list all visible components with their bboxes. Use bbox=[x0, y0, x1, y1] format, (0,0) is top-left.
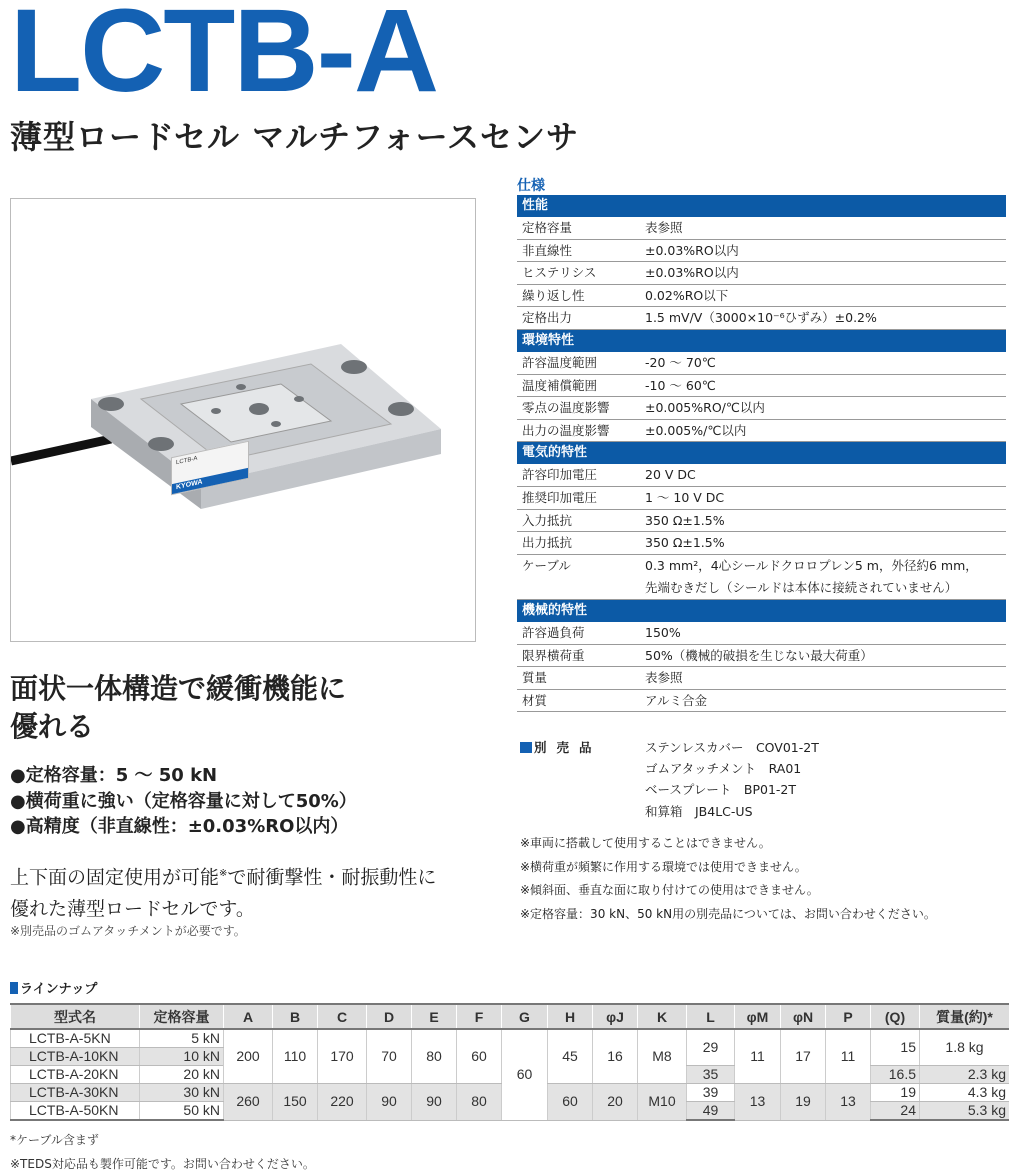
table-cell: 260 bbox=[224, 1084, 273, 1121]
column-header: K bbox=[638, 1004, 687, 1029]
spec-row bbox=[517, 240, 1006, 263]
table-cell: 60 bbox=[457, 1029, 502, 1084]
lineup-heading: ラインナップ bbox=[20, 982, 98, 997]
table-cell: 19 bbox=[781, 1084, 826, 1121]
spec-table bbox=[517, 175, 1006, 712]
table-cell: 220 bbox=[318, 1084, 367, 1121]
product-photo bbox=[10, 198, 476, 642]
spec-key: 材質 bbox=[522, 692, 548, 708]
table-cell: 11 bbox=[826, 1029, 871, 1084]
feature-bullets bbox=[10, 763, 357, 840]
rated-capacity: 50 kN bbox=[140, 1102, 224, 1121]
spec-row bbox=[517, 307, 1006, 330]
spec-value: 1.5 mV/V（3000×10⁻⁶ひずみ）±0.2% bbox=[645, 310, 877, 326]
table-cell: M10 bbox=[638, 1084, 687, 1121]
spec-section-header: 機械的特性 bbox=[517, 600, 1006, 622]
rated-capacity: 30 kN bbox=[140, 1084, 224, 1102]
column-header: H bbox=[548, 1004, 593, 1029]
spec-row bbox=[517, 375, 1006, 398]
load-cell-image bbox=[11, 199, 475, 641]
spec-value: 先端むきだし（シールドは本体に接続されていません） bbox=[645, 580, 958, 596]
spec-value: 350 Ω±1.5% bbox=[645, 512, 725, 528]
note: ※横荷重が頻繁に作用する環境では使用できません。 bbox=[520, 859, 807, 874]
spec-value: ±0.005%RO/℃以内 bbox=[645, 400, 765, 416]
table-cell: 90 bbox=[412, 1084, 457, 1121]
spec-row bbox=[517, 217, 1006, 240]
column-header: 定格容量 bbox=[140, 1004, 224, 1029]
note: *ケーブル含まず bbox=[10, 1133, 99, 1147]
model-name: LCTB-A-10KN bbox=[11, 1048, 140, 1066]
table-cell: 20 bbox=[593, 1084, 638, 1121]
spec-value: -10 ～ 60℃ bbox=[645, 377, 716, 393]
model-name: LCTB-A-30KN bbox=[11, 1084, 140, 1102]
table-cell: 17 bbox=[781, 1029, 826, 1084]
spec-key bbox=[517, 577, 645, 599]
column-header: L bbox=[687, 1004, 735, 1029]
usage-notes bbox=[520, 832, 936, 926]
table-cell: 60 bbox=[548, 1084, 593, 1121]
model-name: LCTB-A-5KN bbox=[11, 1029, 140, 1048]
table-cell: 16.5 bbox=[871, 1066, 920, 1084]
spec-row bbox=[517, 577, 1006, 600]
spec-key: 出力の温度影響 bbox=[522, 422, 610, 438]
spec-row bbox=[517, 420, 1006, 443]
spec-value: ±0.03%RO以内 bbox=[645, 242, 739, 258]
table-cell: 170 bbox=[318, 1029, 367, 1084]
spec-value: ±0.03%RO以内 bbox=[645, 265, 739, 281]
desc-text: 上下面の固定使用が可能 bbox=[10, 866, 220, 889]
spec-value: 150% bbox=[645, 624, 681, 640]
spec-key: 入力抵抗 bbox=[522, 512, 573, 528]
spec-key: ヒステリシス bbox=[522, 265, 597, 281]
square-bullet-icon bbox=[520, 742, 532, 753]
spec-value: 0.3 mm²，4心シールドクロロプレン5 m，外径約6 mm， bbox=[645, 557, 978, 573]
mass: 1.8 kg bbox=[920, 1029, 1010, 1066]
option-item: ゴムアタッチメント RA01 bbox=[645, 761, 802, 776]
rated-capacity: 20 kN bbox=[140, 1066, 224, 1084]
table-cell: 16 bbox=[593, 1029, 638, 1084]
note: ※車両に搭載して使用することはできません。 bbox=[520, 836, 771, 850]
option-item: ステンレスカバー COV01-2T bbox=[645, 740, 819, 755]
column-header: E bbox=[412, 1004, 457, 1029]
spec-value: 0.02%RO以下 bbox=[645, 287, 729, 303]
description-note: ※別売品のゴムアタッチメントが必要です。 bbox=[10, 924, 246, 938]
product-subtitle: 薄型ロードセル マルチフォースセンサ bbox=[10, 118, 579, 156]
spec-value: 1 ～ 10 V DC bbox=[645, 489, 725, 505]
rated-capacity: 10 kN bbox=[140, 1048, 224, 1066]
spec-row bbox=[517, 690, 1006, 713]
table-cell: 11 bbox=[735, 1029, 781, 1084]
spec-row bbox=[517, 262, 1006, 285]
spec-section-header: 電気的特性 bbox=[517, 442, 1006, 464]
product-label-model: LCTB-A bbox=[176, 455, 198, 467]
column-header: (Q) bbox=[871, 1004, 920, 1029]
column-header: B bbox=[273, 1004, 318, 1029]
table-cell: 150 bbox=[273, 1084, 318, 1121]
headline-line: 優れる bbox=[10, 710, 95, 743]
table-cell: 110 bbox=[273, 1029, 318, 1084]
table-cell: 80 bbox=[412, 1029, 457, 1084]
spec-value: アルミ合金 bbox=[645, 692, 708, 708]
spec-key: 零点の温度影響 bbox=[522, 400, 610, 416]
spec-value: 350 Ω±1.5% bbox=[645, 535, 725, 551]
column-header: 質量(約)* bbox=[920, 1004, 1010, 1029]
note: ※傾斜面、垂直な面に取り付けての使用はできません。 bbox=[520, 883, 819, 897]
column-header: D bbox=[367, 1004, 412, 1029]
feature-headline bbox=[10, 670, 346, 746]
spec-row bbox=[517, 667, 1006, 690]
spec-row bbox=[517, 352, 1006, 375]
desc-text: 優れた薄型ロードセルです。 bbox=[10, 898, 255, 921]
spec-row bbox=[517, 464, 1006, 487]
feature-description bbox=[10, 858, 436, 925]
note: ※TEDS対応品も製作可能です。お問い合わせください。 bbox=[10, 1157, 315, 1171]
spec-row bbox=[517, 397, 1006, 420]
rated-capacity: 5 kN bbox=[140, 1029, 224, 1048]
spec-section-header: 環境特性 bbox=[517, 330, 1006, 352]
spec-value: 50%（機械的破損を生じない最大荷重） bbox=[645, 647, 873, 663]
mass: 2.3 kg bbox=[920, 1066, 1010, 1084]
spec-value: 20 V DC bbox=[645, 467, 696, 483]
options-label: 別売品 bbox=[534, 740, 602, 755]
spec-value: ±0.005%/℃以内 bbox=[645, 422, 747, 438]
spec-section-header: 性能 bbox=[517, 195, 1006, 217]
spec-value: 表参照 bbox=[645, 670, 683, 686]
table-cell: 24 bbox=[871, 1102, 920, 1121]
spec-key: 推奨印加電圧 bbox=[522, 489, 598, 505]
spec-value: 表参照 bbox=[645, 220, 683, 235]
column-header: 型式名 bbox=[11, 1004, 140, 1029]
column-header: φN bbox=[781, 1004, 826, 1029]
lineup-table bbox=[10, 1003, 1009, 1121]
spec-key: ケーブル bbox=[522, 557, 571, 573]
table-cell: 13 bbox=[735, 1084, 781, 1121]
spec-key: 繰り返し性 bbox=[522, 287, 585, 303]
note: ※定格容量：30 kN、50 kN用の別売品については、お問い合わせください。 bbox=[520, 906, 936, 921]
table-cell: 200 bbox=[224, 1029, 273, 1084]
table-cell: 49 bbox=[687, 1102, 735, 1121]
table-cell: 13 bbox=[826, 1084, 871, 1121]
column-header: G bbox=[502, 1004, 548, 1029]
column-header: A bbox=[224, 1004, 273, 1029]
bullet-item: ●高精度（非直線性：±0.03%RO以内） bbox=[10, 816, 349, 837]
spec-key: 限界横荷重 bbox=[522, 647, 585, 663]
spec-key: 許容印加電圧 bbox=[522, 467, 598, 483]
spec-row bbox=[517, 487, 1006, 510]
column-header: φJ bbox=[593, 1004, 638, 1029]
column-header: C bbox=[318, 1004, 367, 1029]
table-cell: 45 bbox=[548, 1029, 593, 1084]
spec-row bbox=[517, 285, 1006, 308]
bullet-item: ●横荷重に強い（定格容量に対して50%） bbox=[10, 790, 357, 812]
lineup-notes bbox=[10, 1128, 315, 1176]
table-cell: 70 bbox=[367, 1029, 412, 1084]
option-item: 和算箱 JB4LC-US bbox=[645, 804, 753, 819]
spec-key: 許容過負荷 bbox=[522, 624, 585, 640]
square-bullet-icon bbox=[10, 982, 18, 994]
model-name: LCTB-A-50KN bbox=[11, 1102, 140, 1121]
spec-key: 定格容量 bbox=[522, 220, 573, 235]
bullet-item: ●定格容量：5 ～ 50 kN bbox=[10, 765, 218, 786]
table-cell: 15 bbox=[871, 1029, 920, 1066]
spec-key: 質量 bbox=[522, 670, 548, 686]
spec-key: 温度補償範囲 bbox=[522, 377, 598, 393]
table-row bbox=[11, 1029, 1010, 1048]
table-cell: M8 bbox=[638, 1029, 687, 1084]
spec-key: 許容温度範囲 bbox=[522, 354, 598, 370]
table-cell: 90 bbox=[367, 1084, 412, 1121]
headline-line: 面状一体構造で緩衝機能に bbox=[10, 672, 347, 705]
column-header: φM bbox=[735, 1004, 781, 1029]
model-name: LCTB-A-20KN bbox=[11, 1066, 140, 1084]
spec-key: 出力抵抗 bbox=[522, 535, 573, 551]
column-header: F bbox=[457, 1004, 502, 1029]
spec-row bbox=[517, 510, 1006, 533]
product-label-brand: KYOWA bbox=[172, 468, 248, 494]
note-mark: ※ bbox=[219, 868, 228, 879]
column-header: P bbox=[826, 1004, 871, 1029]
spec-heading: 仕様 bbox=[517, 178, 545, 194]
spec-value: -20 ～ 70℃ bbox=[645, 354, 716, 370]
table-cell: 29 bbox=[687, 1029, 735, 1066]
table-cell: 60 bbox=[502, 1029, 548, 1120]
desc-text: で耐衝撃性・耐振動性に bbox=[227, 866, 437, 889]
option-item: ベースプレート BP01-2T bbox=[645, 782, 796, 797]
table-cell: 39 bbox=[687, 1084, 735, 1102]
spec-key: 定格出力 bbox=[522, 310, 573, 326]
spec-key: 非直線性 bbox=[522, 242, 573, 258]
table-cell: 80 bbox=[457, 1084, 502, 1121]
mass: 5.3 kg bbox=[920, 1102, 1010, 1121]
spec-row bbox=[517, 622, 1006, 645]
table-cell: 19 bbox=[871, 1084, 920, 1102]
spec-row bbox=[517, 645, 1006, 668]
spec-row bbox=[517, 555, 1006, 578]
spec-row bbox=[517, 532, 1006, 555]
mass: 4.3 kg bbox=[920, 1084, 1010, 1102]
table-cell: 35 bbox=[687, 1066, 735, 1084]
product-title: LCTB-A bbox=[10, 0, 438, 117]
